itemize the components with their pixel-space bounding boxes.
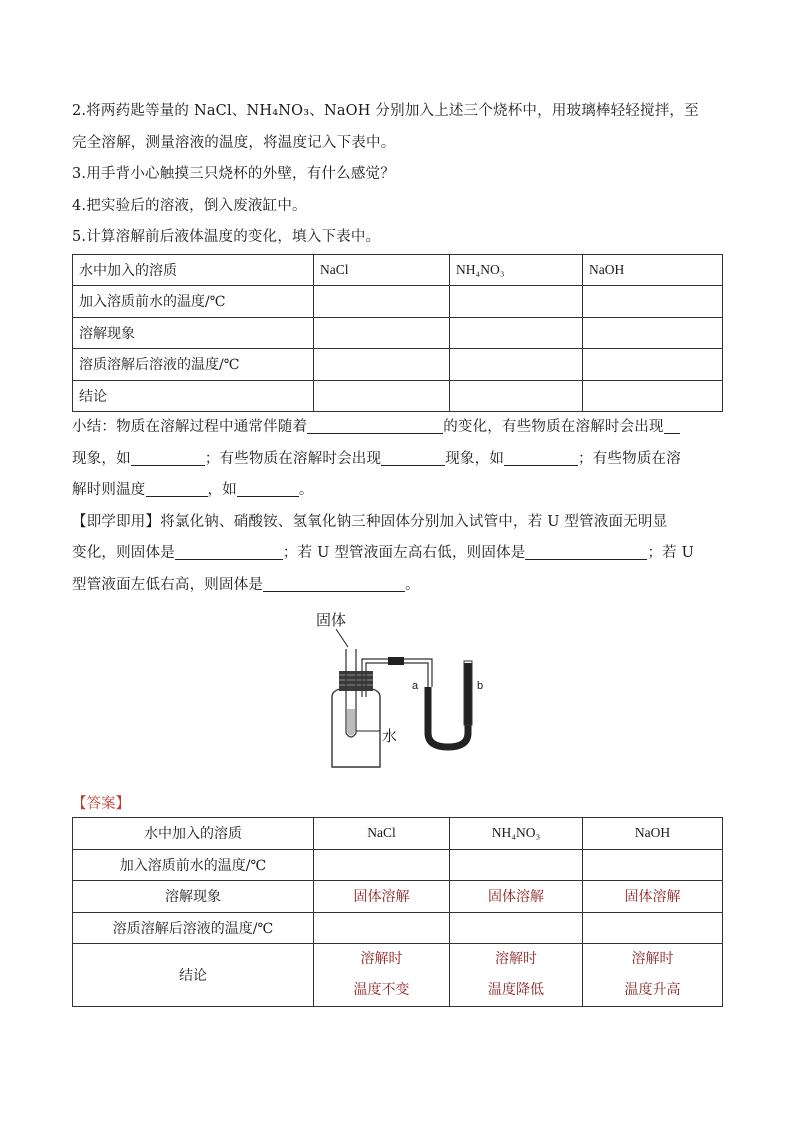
conclusion-nh4no3 [450, 944, 583, 1007]
practice-text: 。 [405, 576, 420, 593]
header-nh4no3: NH₄NO₃ [450, 254, 583, 286]
row-label: 溶解现象 [73, 317, 314, 349]
fill-blank[interactable] [525, 541, 647, 560]
conclusion-top: 溶解时 [360, 951, 403, 967]
conclusion-top: 溶解时 [631, 951, 674, 967]
summary-line-1 [72, 412, 722, 444]
fill-blank[interactable] [175, 541, 283, 560]
step-2-line-1: 2.将两药匙等量的 NaCl、NH₄NO₃、NaOH 分别加入上述三个烧杯中，用玻璃棒轻轻搅拌，至 [72, 103, 699, 119]
header-naoh: NaOH [583, 254, 723, 286]
experiment-table [72, 254, 723, 413]
header-solute: 水中加入的溶质 [73, 254, 314, 286]
summary-text: 。 [298, 482, 314, 498]
table-cell [314, 317, 450, 349]
fill-blank[interactable] [146, 478, 208, 497]
summary-text: ，如 [207, 482, 237, 498]
table-cell [583, 912, 723, 944]
header-naoh: NaOH [583, 818, 723, 850]
summary-text: 现象，如 [72, 450, 131, 467]
practice-line-1: 【即学即用】将氯化钠、硝酸铵、氢氧化钠三种固体分别加入试管中，若 U 型管液面无明显 [72, 513, 668, 530]
phenomenon-nh4no3: 固体溶解 [450, 881, 583, 913]
answer-tag: 【答案】 [72, 796, 130, 812]
table-cell [583, 286, 723, 318]
table-row [73, 912, 723, 944]
fill-blank[interactable] [664, 415, 680, 434]
summary-text: 解时则温度 [72, 482, 146, 498]
conclusion-bottom: 温度升高 [624, 982, 681, 998]
table-row [73, 380, 723, 412]
conclusion-naoh [583, 944, 723, 1007]
table-cell [450, 349, 583, 381]
answer-table [72, 817, 723, 1007]
header-nh4no3: NH₄NO₃ [450, 818, 583, 850]
table-header-row [73, 818, 723, 850]
fill-blank[interactable] [263, 573, 405, 592]
table-row [73, 944, 723, 1007]
row-label: 溶质溶解后溶液的温度/℃ [73, 912, 314, 944]
conclusion-top: 溶解时 [495, 951, 537, 967]
row-label: 加入溶质前水的温度/℃ [73, 849, 314, 881]
conclusion-bottom: 温度不变 [353, 982, 410, 998]
table-header-row [73, 254, 723, 286]
table-cell [314, 286, 450, 318]
header-nacl: NaCl [314, 254, 450, 286]
table-cell [583, 317, 723, 349]
step-2-line-2: 完全溶解，测量溶液的温度，将温度记入下表中。 [72, 134, 396, 151]
phenomenon-nacl: 固体溶解 [314, 881, 450, 913]
u-tube-label-a: a [412, 680, 419, 692]
summary-line-3 [72, 475, 722, 507]
table-cell [450, 912, 583, 944]
row-label: 结论 [73, 380, 314, 412]
practice-text: ；若 U [647, 545, 695, 561]
table-cell [314, 849, 450, 881]
u-tube-label-b: b [477, 680, 484, 692]
practice-text: 型管液面左低右高，则固体是 [72, 576, 264, 593]
flask-u-tube-diagram [310, 605, 500, 775]
table-row [73, 849, 723, 881]
table-cell [583, 349, 723, 381]
solid-label: 固体 [316, 611, 347, 629]
conclusion-nacl [314, 944, 450, 1007]
summary-text: 小结：物质在溶解过程中通常伴随着 [72, 419, 308, 435]
conclusion-bottom: 温度降低 [488, 982, 544, 998]
table-row [73, 349, 723, 381]
summary-text: ；有些物质在溶 [578, 450, 681, 467]
summary-text: 的变化，有些物质在溶解时会出现 [443, 419, 664, 435]
fill-blank[interactable] [381, 447, 445, 466]
header-solute: 水中加入的溶质 [73, 818, 314, 850]
practice-text: 变化，则固体是 [72, 545, 175, 561]
summary-text: 现象，如 [445, 450, 505, 467]
phenomenon-naoh: 固体溶解 [583, 881, 723, 913]
table-row [73, 881, 723, 913]
step-5: 5.计算溶解前后液体温度的变化，填入下表中。 [72, 229, 381, 245]
step-4: 4.把实验后的溶液，倒入废液缸中。 [72, 197, 307, 214]
table-row [73, 317, 723, 349]
table-cell [450, 380, 583, 412]
table-cell [314, 912, 450, 944]
table-cell [450, 849, 583, 881]
fill-blank[interactable] [237, 478, 299, 497]
worksheet-page [72, 96, 722, 601]
water-label: 水 [382, 727, 398, 745]
header-nacl: NaCl [314, 818, 450, 850]
apparatus-figure [310, 605, 500, 775]
summary-line-2 [72, 444, 722, 476]
summary-text: ；有些物质在溶解时会出现 [204, 450, 382, 467]
table-cell [583, 380, 723, 412]
table-cell [314, 380, 450, 412]
fill-blank[interactable] [131, 447, 205, 466]
row-label: 溶解现象 [73, 881, 314, 913]
fill-blank[interactable] [504, 447, 578, 466]
practice-text: ；若 U 型管液面左高右低，则固体是 [282, 545, 526, 561]
row-label: 加入溶质前水的温度/℃ [73, 286, 314, 318]
table-row [73, 286, 723, 318]
row-label: 结论 [73, 944, 314, 1007]
table-cell [450, 286, 583, 318]
row-label: 溶质溶解后溶液的温度/℃ [73, 349, 314, 381]
table-cell [583, 849, 723, 881]
table-cell [450, 317, 583, 349]
fill-blank[interactable] [307, 415, 443, 434]
practice-line-3 [72, 570, 722, 602]
table-cell [314, 349, 450, 381]
step-3: 3.用手背小心触摸三只烧杯的外壁，有什么感觉？ [72, 166, 395, 182]
practice-line-2 [72, 538, 722, 570]
